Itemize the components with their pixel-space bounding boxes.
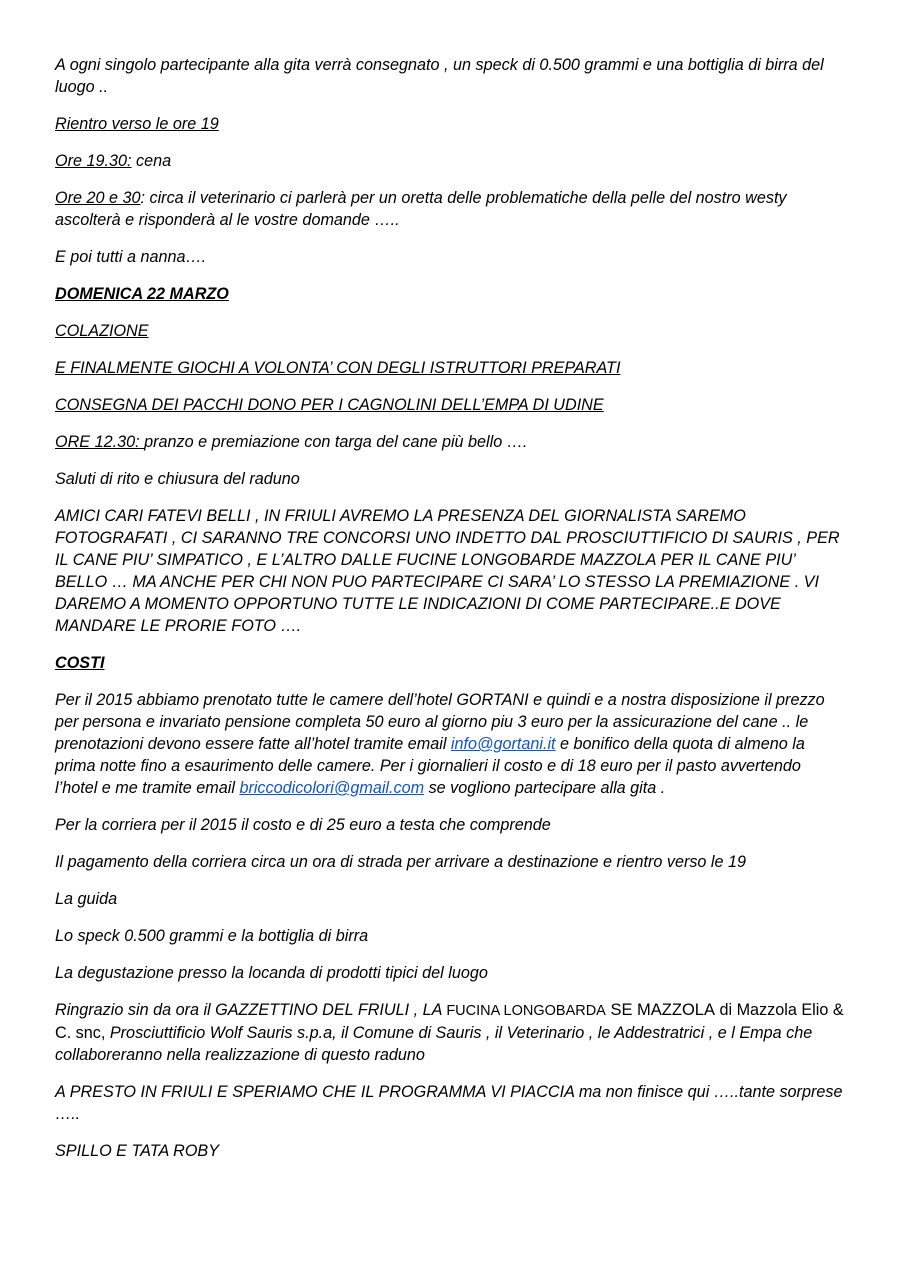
pranzo-text: pranzo e premiazione con targa del cane più bello …. xyxy=(144,433,528,451)
paragraph-costi xyxy=(55,689,845,799)
paragraph-vet xyxy=(55,187,845,231)
paragraph-presto xyxy=(55,1081,845,1125)
giochi-text: E FINALMENTE GIOCHI A VOLONTA’ CON DEGLI ISTRUTTORI PREPARATI xyxy=(55,359,621,377)
vet-time: Ore 20 e 30 xyxy=(55,189,141,207)
domenica-title: DOMENICA 22 MARZO xyxy=(55,285,229,303)
consegna-text: CONSEGNA DEI PACCHI DONO PER I CAGNOLINI DELL’EMPA DI UDINE xyxy=(55,396,604,414)
return-time: Rientro verso le ore 19 xyxy=(55,115,219,133)
ring-se-mazzola: SE MAZZOLA xyxy=(605,1001,715,1019)
presto-text-a: A PRESTO IN FRIULI E SPERIAMO CHE IL PROGRAMMA VI PIACCIA xyxy=(55,1083,579,1101)
paragraph-pagamento: Il pagamento della corriera circa un ora di strada per arrivare a destinazione e rientro verso le 19 xyxy=(55,853,747,871)
paragraph-corriera: Per la corriera per il 2015 il costo e di 25 euro a testa che comprende xyxy=(55,816,551,834)
paragraph-colazione xyxy=(55,320,845,342)
hotel-email-link[interactable]: info@gortani.it xyxy=(450,735,556,753)
costi-title: COSTI xyxy=(55,654,105,672)
colazione-text: COLAZIONE xyxy=(55,322,149,340)
paragraph-degustazione: La degustazione presso la locanda di prodotti tipici del luogo xyxy=(55,964,488,982)
paragraph-firma: SPILLO E TATA ROBY xyxy=(55,1142,220,1160)
paragraph-pranzo xyxy=(55,431,845,453)
presto-text-b: ma non finisce qui …..tante sorprese ….. xyxy=(55,1083,843,1123)
costi-text-a: Per il 2015 abbiamo prenotato tutte le camere dell’hotel GORTANI e quindi e a nostra disposizione il prezzo per persona e invariato pensione completa 50 euro al giorno piu 3 euro per la assicurazione del cane .. le prenotazioni devono essere fatte all’hotel tramite email xyxy=(55,691,825,753)
heading-domenica xyxy=(55,283,845,305)
paragraph-giochi xyxy=(55,357,845,379)
paragraph-ringraziamenti xyxy=(55,999,845,1066)
vet-text: : circa il veterinario ci parlerà per un oretta delle problematiche della pelle del nostro westy ascolterà e risponderà al le vostre domande ….. xyxy=(55,189,787,229)
paragraph-saluti: Saluti di rito e chiusura del raduno xyxy=(55,470,300,488)
paragraph-speck: Lo speck 0.500 grammi e la bottiglia di birra xyxy=(55,927,369,945)
paragraph-sleep: E poi tutti a nanna…. xyxy=(55,248,207,266)
dinner-text: cena xyxy=(131,152,172,170)
ring-text-a: Ringrazio sin da ora il GAZZETTINO DEL FRIULI , LA xyxy=(55,1001,447,1019)
paragraph-consegna xyxy=(55,394,845,416)
costi-text-b: e bonifico della quota di almeno la prima notte fino a esaurimento delle camere. Per i giornalieri il costo e di 18 euro per il pasto avvertendo l’hotel e me tramite email xyxy=(55,735,805,797)
ring-text-b: Prosciuttificio Wolf Sauris s.p.a, il Comune di Sauris , il Veterinario , le Addestratrici , e l Empa che collaboreranno nella realizzazione di questo raduno xyxy=(55,1024,813,1064)
ring-fucina: FUCINA LONGOBARDA xyxy=(446,1003,606,1019)
heading-costi xyxy=(55,652,845,674)
costi-text-c: se vogliono partecipare alla gita . xyxy=(424,779,666,797)
paragraph-return xyxy=(55,113,845,135)
paragraph-amici: AMICI CARI FATEVI BELLI , IN FRIULI AVREMO LA PRESENZA DEL GIORNALISTA SAREMO FOTOGRAFATI , CI SARANNO TRE CONCORSI UNO INDETTO DAL PROSCIUTTIFICIO DI SAURIS , PER IL CANE PIU’ SIMPATICO , E L’ALTRO DALLE FUCINE LONGOBARDE MAZZOLA PER IL CANE PIU’ BELLO … MA ANCHE PER CHI NON PUO PARTECIPARE CI SARA’ LO STESSO LA PREMIAZIONE . VI DAREMO A MOMENTO OPPORTUNO TUTTE LE INDICAZIONI DI COME PARTECIPARE..E DOVE MANDARE LE PRORIE FOTO …. xyxy=(55,507,840,635)
paragraph-guida: La guida xyxy=(55,890,118,908)
dinner-time: Ore 19.30: xyxy=(55,152,132,170)
paragraph-dinner xyxy=(55,150,845,172)
paragraph-gift: A ogni singolo partecipante alla gita verrà consegnato , un speck di 0.500 grammi e una bottiglia di birra del luogo .. xyxy=(55,56,824,96)
organizer-email-link[interactable]: briccodicolori@gmail.com xyxy=(239,779,425,797)
pranzo-time: ORE 12.30: xyxy=(55,433,145,451)
ring-mazzola-elio: di Mazzola Elio & C. snc, xyxy=(55,1001,844,1042)
